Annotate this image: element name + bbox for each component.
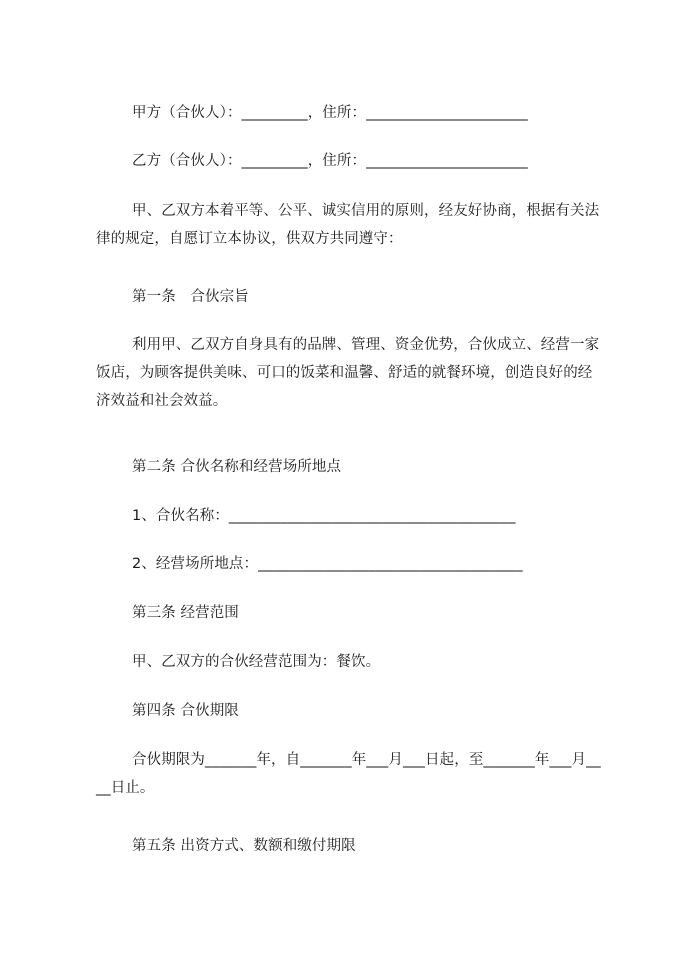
article-1-body: 利用甲、乙双方自身具有的品牌、管理、资金优势，合伙成立、经营一家饭店，为顾客提供美味、可口的饭菜和温馨、舒适的就餐环境，创造良好的经济效益和社会效益。 xyxy=(96,337,600,409)
business-location-line: 2、经营场所地点：____________________________________ xyxy=(132,556,523,572)
article-3-heading: 第三条 经营范围 xyxy=(132,605,239,621)
preamble-paragraph: 甲、乙双方本着平等、公平、诚实信用的原则，经友好协商，根据有关法律的规定，自愿订立本协议，供双方共同遵守： xyxy=(96,203,600,247)
party-a-line: 甲方（合伙人）：_________，住所：______________________ xyxy=(132,105,528,121)
party-b-line: 乙方（合伙人）：_________，住所：______________________ xyxy=(132,153,528,169)
article-4-heading: 第四条 合伙期限 xyxy=(132,703,239,719)
article-5-heading: 第五条 出资方式、数额和缴付期限 xyxy=(132,838,356,854)
article-2-heading: 第二条 合伙名称和经营场所地点 xyxy=(132,459,342,475)
article-1-heading: 第一条 合伙宗旨 xyxy=(132,289,249,305)
partnership-name-line: 1、合伙名称：_______________________________________ xyxy=(132,508,516,524)
article-4-body: 合伙期限为_______年，自_______年___月___日起，至_______年___月____日止。 xyxy=(96,752,601,796)
article-3-body: 甲、乙双方的合伙经营范围为：餐饮。 xyxy=(132,654,381,670)
